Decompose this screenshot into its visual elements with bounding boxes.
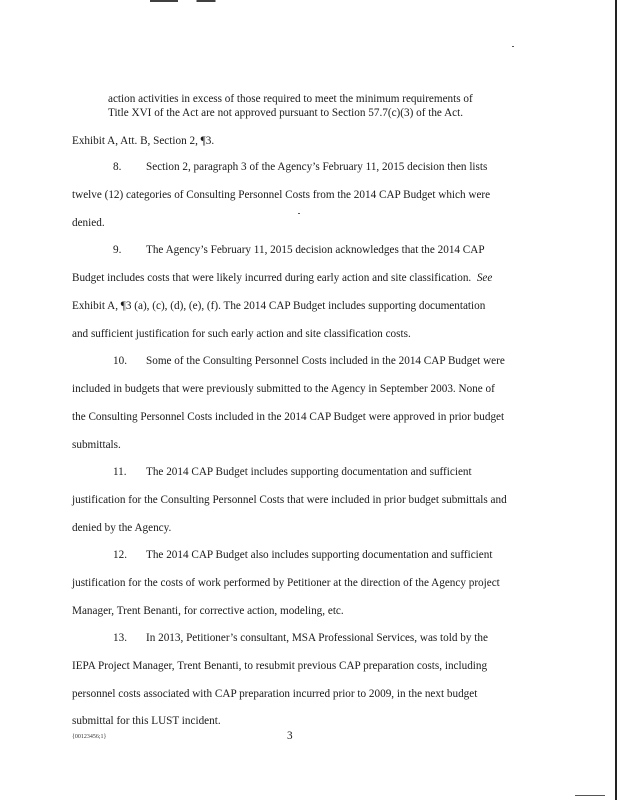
scan-speck (575, 795, 605, 796)
paragraph-number: 8. (113, 161, 122, 173)
paragraph-11-first-line (113, 465, 472, 479)
scan-speck (512, 46, 514, 47)
text-line: Exhibit A, Att. B, Section 2, ¶3. (72, 135, 215, 147)
paragraph-number: 12. (113, 549, 127, 561)
see-signal: See (476, 272, 493, 284)
page-number: 3 (287, 730, 293, 742)
text-line: Some of the Consulting Personnel Costs included in the 2014 CAP Budget were (146, 355, 505, 367)
text-line: submittal for this LUST incident. (72, 715, 221, 727)
text-line: denied by the Agency. (72, 522, 172, 534)
paragraph-12-first-line (113, 548, 492, 562)
text-line: twelve (12) categories of Consulting Personnel Costs from the 2014 CAP Budget which were (72, 189, 491, 201)
text-line: Exhibit A, ¶3 (a), (c), (d), (e), (f). The 2014 CAP Budget includes supporting documentation (72, 300, 486, 312)
footer-document-code: {00123456;1} (72, 734, 107, 740)
text-line: submittals. (72, 439, 121, 451)
text-line-with-cite (72, 271, 492, 285)
paragraph-number: 10. (113, 355, 127, 367)
text-line: Section 2, paragraph 3 of the Agency’s February 11, 2015 decision then lists (146, 161, 488, 173)
text-line: action activities in excess of those required to meet the minimum requirements of (108, 93, 473, 105)
text-line: In 2013, Petitioner’s consultant, MSA Professional Services, was told by the (146, 632, 488, 644)
text-line: Title XVI of the Act are not approved pursuant to Section 57.7(c)(3) of the Act. (108, 107, 464, 119)
scan-speck (298, 213, 300, 214)
text-line: justification for the Consulting Personnel Costs that were included in prior budget submittals and (72, 494, 507, 506)
text-line: the Consulting Personnel Costs included in the 2014 CAP Budget were approved in prior budget (72, 411, 505, 423)
text-line: personnel costs associated with CAP preparation incurred prior to 2009, in the next budget (72, 688, 478, 700)
text-line: justification for the costs of work performed by Petitioner at the direction of the Agency project (72, 577, 500, 589)
text-line: The 2014 CAP Budget also includes supporting documentation and sufficient (146, 549, 493, 561)
paragraph-9-first-line (113, 243, 485, 257)
text-line: IEPA Project Manager, Trent Benanti, to resubmit previous CAP preparation costs, including (72, 660, 488, 672)
paragraph-10-first-line (113, 354, 505, 368)
scan-artifact-top (150, 0, 617, 2)
text-line: The Agency’s February 11, 2015 decision acknowledges that the 2014 CAP (146, 244, 485, 256)
paragraph-number: 13. (113, 632, 127, 644)
paragraph-8-first-line (113, 160, 487, 174)
text-line: and sufficient justification for such early action and site classification costs. (72, 328, 411, 340)
text-line: included in budgets that were previously submitted to the Agency in September 2003. None of (72, 383, 495, 395)
paragraph-13-first-line (113, 631, 488, 645)
paragraph-number: 11. (113, 466, 127, 478)
text-line: denied. (72, 217, 105, 229)
text-line: The 2014 CAP Budget includes supporting documentation and sufficient (146, 466, 472, 478)
text-line: Manager, Trent Benanti, for corrective action, modeling, etc. (72, 605, 344, 617)
text-line: Budget includes costs that were likely incurred during early action and site classification. (72, 272, 472, 284)
paragraph-number: 9. (113, 244, 122, 256)
